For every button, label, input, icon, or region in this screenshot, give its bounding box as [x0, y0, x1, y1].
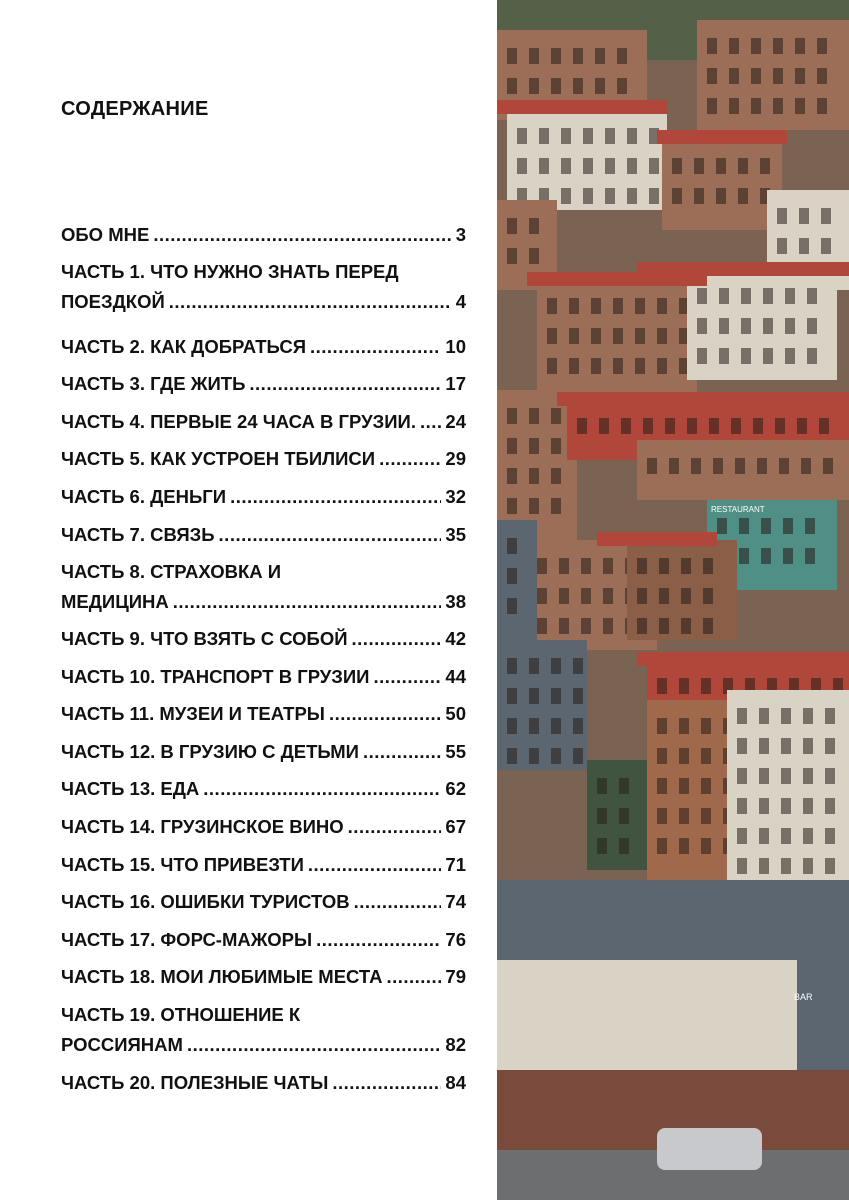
toc-entry-title: ЧАСТЬ 1. ЧТО НУЖНО ЗНАТЬ ПЕРЕД	[61, 261, 399, 282]
toc-entry-title: ЧАСТЬ 4. ПЕРВЫЕ 24 ЧАСА В ГРУЗИИ.	[61, 411, 416, 432]
dot-leader	[316, 925, 441, 955]
dot-leader	[379, 444, 441, 474]
toc-page-number: 10	[445, 336, 466, 357]
toc-page-number: 67	[445, 816, 466, 837]
dot-leader	[230, 482, 441, 512]
toc-page-number: 62	[445, 778, 466, 799]
toc-entry[interactable]	[61, 850, 466, 880]
toc-entry-title: ЧАСТЬ 14. ГРУЗИНСКОЕ ВИНО	[61, 816, 344, 837]
dot-leader	[153, 220, 451, 250]
toc-entry[interactable]	[61, 220, 466, 250]
city-photo	[497, 0, 849, 1200]
toc-page-number: 35	[445, 524, 466, 545]
toc-page-number: 76	[445, 929, 466, 950]
toc-entry[interactable]	[61, 887, 466, 917]
tbilisi-old-town-photo	[497, 0, 849, 1200]
dot-leader	[169, 287, 452, 317]
toc-entry-title: ЧАСТЬ 16. ОШИБКИ ТУРИСТОВ	[61, 891, 350, 912]
dot-leader	[219, 520, 442, 550]
dot-leader	[363, 737, 441, 767]
toc-entry-title: ЧАСТЬ 9. ЧТО ВЗЯТЬ С СОБОЙ	[61, 628, 348, 649]
toc-entry-title: ЧАСТЬ 17. ФОРС-МАЖОРЫ	[61, 929, 313, 950]
toc-page-number: 29	[445, 448, 466, 469]
toc-entry[interactable]	[61, 257, 466, 317]
toc-entry[interactable]	[61, 482, 466, 512]
dot-leader	[373, 662, 441, 692]
toc-entry-title: ЧАСТЬ 15. ЧТО ПРИВЕЗТИ	[61, 854, 304, 875]
dot-leader	[173, 587, 442, 617]
toc-page-number: 38	[445, 591, 466, 612]
dot-leader	[420, 407, 441, 437]
toc-page-number: 79	[445, 966, 466, 987]
toc-entry-title: ЧАСТЬ 20. ПОЛЕЗНЫЕ ЧАТЫ	[61, 1072, 329, 1093]
dot-leader	[249, 369, 441, 399]
dot-leader	[348, 812, 442, 842]
toc-entry-title: ЧАСТЬ 12. В ГРУЗИЮ С ДЕТЬМИ	[61, 741, 359, 762]
toc-entry[interactable]	[61, 369, 466, 399]
toc-page-number: 84	[445, 1072, 466, 1093]
dot-leader	[354, 887, 442, 917]
bar-sign: BAR	[794, 992, 813, 1002]
toc-entry[interactable]	[61, 962, 466, 992]
toc-page-number: 32	[445, 486, 466, 507]
dot-leader	[386, 962, 441, 992]
toc-page-number: 74	[445, 891, 466, 912]
toc-entry-title: МЕДИЦИНА	[61, 591, 169, 612]
toc-entry-title: ЧАСТЬ 19. ОТНОШЕНИЕ К	[61, 1004, 301, 1025]
toc-entry-title: ЧАСТЬ 3. ГДЕ ЖИТЬ	[61, 373, 246, 394]
toc-entry[interactable]	[61, 699, 466, 729]
toc-entry[interactable]	[61, 1068, 466, 1098]
toc-page-number: 71	[445, 854, 466, 875]
toc-page-number: 42	[445, 628, 466, 649]
toc-entry[interactable]	[61, 774, 466, 804]
toc-page-number: 50	[445, 703, 466, 724]
toc-page-number: 24	[445, 411, 466, 432]
toc-page-number: 4	[455, 291, 466, 312]
toc-page-number: 3	[455, 224, 466, 245]
dot-leader	[329, 699, 441, 729]
toc-entry-title: ЧАСТЬ 18. МОИ ЛЮБИМЫЕ МЕСТА	[61, 966, 383, 987]
toc-page-number: 55	[445, 741, 466, 762]
toc-entry-title: ЧАСТЬ 13. ЕДА	[61, 778, 200, 799]
dot-leader	[308, 850, 442, 880]
toc-entry[interactable]	[61, 1000, 466, 1060]
dot-leader	[352, 624, 442, 654]
toc-entry-title: РОССИЯНАМ	[61, 1034, 183, 1055]
dot-leader	[332, 1068, 441, 1098]
dot-leader	[310, 332, 441, 362]
toc-entry[interactable]	[61, 812, 466, 842]
toc-entry-title: ЧАСТЬ 5. КАК УСТРОЕН ТБИЛИСИ	[61, 448, 376, 469]
toc-entry[interactable]	[61, 520, 466, 550]
toc-entry-title: ЧАСТЬ 8. СТРАХОВКА И	[61, 561, 282, 582]
toc-entry[interactable]	[61, 407, 466, 437]
toc-entry-title: ЧАСТЬ 6. ДЕНЬГИ	[61, 486, 227, 507]
toc-entry-title: ЧАСТЬ 7. СВЯЗЬ	[61, 524, 215, 545]
toc-entry[interactable]	[61, 737, 466, 767]
toc-entry[interactable]	[61, 557, 466, 617]
toc-entry[interactable]	[61, 444, 466, 474]
toc-entry-title: ПОЕЗДКОЙ	[61, 291, 165, 312]
restaurant-sign: RESTAURANT	[711, 505, 765, 514]
toc-entry[interactable]	[61, 624, 466, 654]
toc-entry-title: ЧАСТЬ 11. МУЗЕИ И ТЕАТРЫ	[61, 703, 325, 724]
toc-entry[interactable]	[61, 925, 466, 955]
page-title: СОДЕРЖАНИЕ	[61, 98, 209, 120]
toc-page-number: 17	[445, 373, 466, 394]
toc-page-number: 82	[445, 1034, 466, 1055]
toc-entry[interactable]	[61, 332, 466, 362]
dot-leader	[203, 774, 441, 804]
toc-page-number: 44	[445, 666, 466, 687]
toc-entry[interactable]	[61, 662, 466, 692]
toc-entry-title: ОБО МНЕ	[61, 224, 150, 245]
toc-entry-title: ЧАСТЬ 2. КАК ДОБРАТЬСЯ	[61, 336, 306, 357]
dot-leader	[187, 1030, 441, 1060]
toc-entry-title: ЧАСТЬ 10. ТРАНСПОРТ В ГРУЗИИ	[61, 666, 370, 687]
